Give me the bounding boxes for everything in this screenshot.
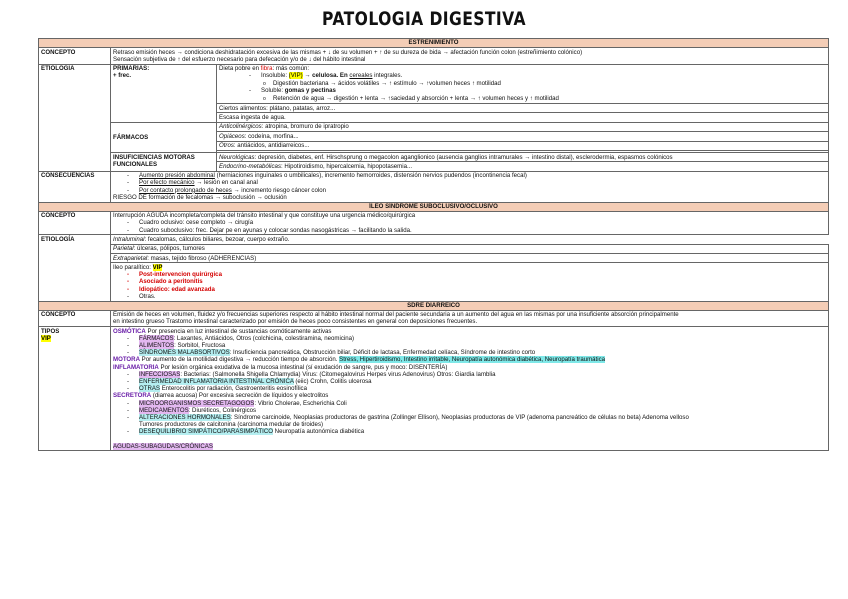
text: ALTERACIONES HORMONALES <box>139 413 231 421</box>
text: Dieta pobre en <box>219 65 261 73</box>
text: ALIMENTOS <box>139 342 175 350</box>
text: Por contacto prolongado de heces <box>139 186 232 194</box>
text: SÍNDROMES MALABSORTIVOS <box>139 349 230 357</box>
paralitico-cell <box>111 263 829 301</box>
malabs-line <box>113 349 826 356</box>
text: OSMÓTICA <box>113 327 146 335</box>
riesgo-line: RIESGO DE formación de fecalomas → suboclusión → oclusión <box>113 193 287 201</box>
extraparietal-cell <box>111 254 829 263</box>
text: : Bacterias: (Salmonella Shigella Chlamydia) Virus: (Citomegalovirus Herpes virus Adenovirus) Otros: Giardia lamblia <box>180 370 496 378</box>
concepto-line-2: Sensación subjetiva de ↑ del esfuerzo necesario para defecación y/o de ↓ del hábito intestinal <box>113 55 366 63</box>
text: Parietal <box>113 245 134 253</box>
extraparietal-row <box>39 254 829 263</box>
escasa-cell: Escasa ingesta de agua. <box>217 113 829 122</box>
text: fibra <box>260 65 273 73</box>
anticol-cell <box>217 122 829 131</box>
insuf-row <box>39 152 829 161</box>
text: INFLAMATORIA <box>113 363 159 371</box>
hormon-line <box>113 414 826 421</box>
text: Neuropatía autonómica diabética <box>272 428 365 436</box>
text: Insoluble: <box>261 72 289 80</box>
ileo-concepto-row <box>39 211 829 235</box>
text: Por presencia en luz intestinal de sustancias osmóticamente activas <box>145 327 332 335</box>
opiaceos-cell <box>217 132 829 141</box>
text: MICROORGANISMOS SECRETAGOGOS <box>139 399 255 407</box>
osmotica-line <box>113 328 826 335</box>
section-estrenimiento: ESTREÑIMIENTO <box>39 39 829 48</box>
medic-line <box>113 407 826 414</box>
farmacos-line <box>113 335 826 342</box>
text: Otros <box>219 142 234 150</box>
text: : más común: <box>272 65 310 73</box>
page-title: PATOLOGIA DIGESTIVA <box>321 8 527 30</box>
idiopatico-line: - Idiopático: edad avanzada <box>113 286 826 293</box>
deseq-line <box>113 428 826 435</box>
tipos-cell <box>111 327 829 451</box>
text: gomas y pectinas <box>284 87 336 95</box>
text: : fecalomas, cálculos biliares, bezoar, cuerpo extraño. <box>144 235 290 243</box>
section-header-row <box>39 202 829 211</box>
text: Por aumento de la motilidad digestiva → reducción tiempo de absorción. <box>139 356 340 364</box>
otras-line <box>113 385 826 392</box>
section-header-row <box>39 301 829 310</box>
primarias-label: PRIMARIAS: <box>113 65 150 73</box>
endo-cell <box>217 162 829 171</box>
cons-line-1 <box>113 172 826 179</box>
text: integrales. <box>372 72 403 80</box>
consecuencias-cell <box>111 171 829 202</box>
text: AGUDAS-SUBAGUDAS/CRÓNICAS <box>113 442 213 450</box>
blank-line <box>113 436 826 443</box>
text: cereales <box>349 72 373 80</box>
text: : depresión, diabetes, enf. Hirschsprung o megacolon aganglionico (ausencia ganglios intramurales → intestino distal), esclerodermia, espasmos colónicos <box>254 153 673 161</box>
text: → celulosa. En <box>302 72 350 80</box>
text: FÁRMACOS <box>139 334 174 342</box>
text: Enterocolitis por radiación, Gastroenteritis eosinofílica <box>160 385 307 393</box>
vip-badge: VIP <box>41 334 51 342</box>
text: (diarrea acuosa) Por excesiva secreción de líquidos y electrolitos <box>151 392 329 400</box>
vip-badge: VIP <box>152 264 163 272</box>
otros-cell <box>217 141 829 150</box>
concepto-label: CONCEPTO <box>39 47 111 64</box>
text: : Laxantes, Antiácidos, Otros (colchicina, colestiramina, neomicina) <box>173 334 355 342</box>
parietal-cell <box>111 244 829 253</box>
text: DESEQUILIBRIO SIMPÁTICO/PARASIMPÁTICO <box>139 428 273 436</box>
text: : antiácidos, antidiarreicos... <box>233 142 310 150</box>
concepto-cell <box>111 47 829 64</box>
text: Stress, Hipertiroidismo, Intestino irritable, Neuropatía autonómica diabética, Neuropatía traumática <box>339 356 606 364</box>
notes-table <box>38 38 829 451</box>
text: Intraluminal <box>113 235 145 243</box>
text: Por lesión orgánica exudativa de la mucosa intestinal (sí exudación de sangre, pus y moco: DISENTERÍA) <box>158 363 448 371</box>
text: Anticolinérgicos <box>219 123 262 131</box>
text: Soluble: <box>261 87 285 95</box>
text: MEDICAMENTOS <box>139 406 189 414</box>
fibra-cell <box>217 64 829 104</box>
section-ileo: ÍLEO SÍNDROME SUBOCLUSIVO/OCLUSIVO <box>39 202 829 211</box>
text: SECRETORA <box>113 392 152 400</box>
neuro-cell <box>217 152 829 161</box>
ileo-concepto-line: Interrupción AGUDA incompleta/completa del tránsito intestinal y que constituye una urgencia médico/quirúrgica <box>113 212 416 220</box>
cons-line-2 <box>113 179 826 186</box>
ciertos-cell: Ciertos alimentos: plátano, patatas, arroz... <box>217 104 829 113</box>
ileo-etiologia-row <box>39 235 829 244</box>
text: ENFERMEDAD INFLAMATORIA INTESTINAL CRÓNICA <box>139 378 294 386</box>
post-q-line: - Post-intervencion quirúrgica <box>113 271 826 278</box>
text: : Síndrome carcinoide, Neoplasias productoras de gastrina (Zollinger Ellison), Neoplasias productoras de VIP (adenoma pancreático de células no beta) Adenoma velloso <box>230 413 689 421</box>
text: Opiáceos <box>219 132 245 140</box>
infecc-line <box>113 371 826 378</box>
micro-line <box>113 400 826 407</box>
text: Neurológicas <box>219 153 255 161</box>
peritonitis-line: - Asociado a peritonitis <box>113 278 826 285</box>
diarrea-concepto-cell <box>111 310 829 327</box>
concepto-row <box>39 47 829 64</box>
diarrea-concepto-line-1: Emisión de heces en volumen, fluidez y/o frecuencias superiores respecto al hábito intestinal normal del paciente secundaria a un aumento del agua en las mismas por una insuficiente absorción principalmente <box>113 311 679 319</box>
text: INFECCIOSAS <box>139 370 181 378</box>
motora-line <box>113 356 826 363</box>
intraluminal-cell <box>111 235 829 244</box>
text: : Sorbitol, Fructosa <box>174 342 226 350</box>
farmacos-label: FÁRMACOS <box>111 122 217 152</box>
primarias-cell <box>111 64 217 122</box>
inflam-line <box>113 364 826 371</box>
text: : Diuréticos, Colinérgicos <box>188 406 257 414</box>
consecuencias-row <box>39 171 829 202</box>
ileo-concepto-label: CONCEPTO <box>39 211 111 235</box>
text: (herniaciones inguinales o umbilicales), incremento hemorroides, distensión nervios pudendos (incontinencia fecal) <box>214 172 527 180</box>
digestion-line: o Digestión bacteriana → ácidos volátiles → ↑ estímulo → ↑volumen heces ↑ motilidad <box>219 80 826 88</box>
retencion-line: o Retención de agua → digestión + lenta → ↑saciedad y absorción + lenta → ↑ volumen heces y ↑ motilidad <box>219 95 826 103</box>
soluble-line <box>219 87 826 94</box>
oclusivo-line: - Cuadro oclusivo: cese completo → cirugía <box>113 219 826 226</box>
text: Aumento presión abdominal <box>139 172 215 180</box>
diarrea-concepto-label: CONCEPTO <box>39 310 111 327</box>
diarrea-concepto-row <box>39 310 829 327</box>
suboclusivo-line: - Cuadro suboclusivo: frec. Dejar pe en ayunas y colocar sondas nasogástricas → facilitando la salida. <box>113 227 826 234</box>
parietal-row <box>39 244 829 253</box>
text: INSUFICIENCIAS MOTORAS <box>113 153 195 161</box>
ileo-etiologia-label: ETIOLOGÍA <box>39 235 111 301</box>
tipos-label <box>39 327 111 451</box>
text: : codeína, morfina... <box>244 132 299 140</box>
text: : masas, tejido fibroso (ADHERENCIAS) <box>147 254 257 262</box>
consecuencias-label: CONSECUENCIAS <box>39 171 111 202</box>
agudas-line <box>113 443 826 450</box>
vip-badge: (VIP) <box>288 72 303 80</box>
text: MOTORA <box>113 356 140 364</box>
etiologia-row-primarias <box>39 64 829 104</box>
cons-line-3 <box>113 187 826 194</box>
insuf-label <box>111 152 217 171</box>
text: OTRAS <box>139 385 160 393</box>
paralitico-row <box>39 263 829 301</box>
text: → lesión en canal anal <box>194 179 258 187</box>
text: Ileo paralítico: <box>113 264 153 272</box>
text: → incremento riesgo cáncer colon <box>231 186 326 194</box>
section-header-row <box>39 39 829 48</box>
text: : úlceras, pólipos, tumores <box>133 245 205 253</box>
text: : Hipotiroidismo, hipercalcemia, hipopotasemia... <box>281 162 413 170</box>
insoluble-line <box>219 72 826 79</box>
ileo-concepto-cell <box>111 211 829 235</box>
text: Endocrino-metabólicas <box>219 162 281 170</box>
tipos-row <box>39 327 829 451</box>
diarrea-concepto-line-2: en intestino grueso Trastorno intestinal caracterizado por emisión de heces poco consistentes en general con deposiciones frecuentes. <box>113 318 478 326</box>
paralitico-line <box>113 264 826 271</box>
eii-line <box>113 378 826 385</box>
text: : atropina, bromuro de ipratropio <box>261 123 349 131</box>
text: Por efecto mecánico <box>139 179 195 187</box>
primarias-sub: + frec. <box>113 72 132 80</box>
text: Extraparietal <box>113 254 148 262</box>
farmacos-row <box>39 122 829 131</box>
text: FUNCIONALES <box>113 160 158 168</box>
fibra-line <box>219 65 826 72</box>
otras-line: - Otras. <box>113 293 826 300</box>
secret-line <box>113 392 826 399</box>
alimentos-line <box>113 342 826 349</box>
text: : Vibrio Cholerae, Escherichia Coli <box>254 399 347 407</box>
hormon-line-2: Tumores productores de calcitonina (carcinoma medular de tiroides) <box>139 421 324 429</box>
text: TIPOS <box>41 327 60 335</box>
text: : Insuficiencia pancreática, Obstrucción biliar, Déficit de lactasa, Enfermedad celíaca, Síndrome de intestino corto <box>229 349 536 357</box>
etiologia-label: ETIOLOGIA <box>39 64 111 171</box>
concepto-line-1: Retraso emisión heces → condiciona deshidratación excesiva de las mismas + ↓ de su volumen + ↑ de su dureza de bida → afectación función colon (estreñimiento colónico) <box>113 48 583 56</box>
section-diarrea: SDRE DIARREICO <box>39 301 829 310</box>
text: (eiic) Crohn, Colitis ulcerosa <box>293 378 372 386</box>
